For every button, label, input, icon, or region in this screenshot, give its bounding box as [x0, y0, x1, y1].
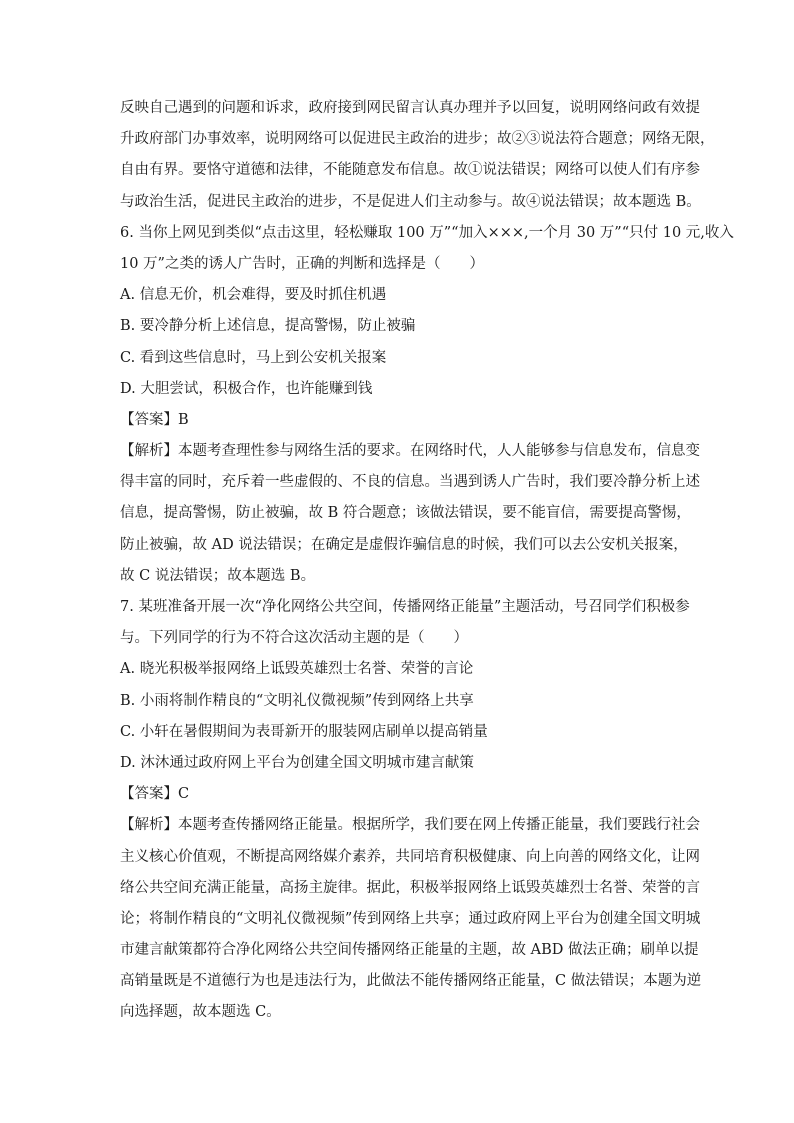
- analysis-line: 防止被骗，故 AD 说法错误；在确定是虚假诈骗信息的时候，我们可以去公安机关报案，: [120, 536, 688, 553]
- option-c: C. 看到这些信息时，马上到公安机关报案: [120, 349, 387, 366]
- option-c: C. 小轩在暑假期间为表哥新开的服装网店刷单以提高销量: [120, 723, 488, 740]
- text-line: 自由有界。要恪守道德和法律，不能随意发布信息。故①说法错误；网络可以使人们有序参: [120, 162, 700, 179]
- question-stem: 6. 当你上网见到类似“点击这里，轻松赚取 100 万”“加入×××,一个月 30 万”“只付 10 元,收入: [120, 224, 734, 241]
- question-stem: 与。下列同学的行为不符合这次活动主题的是（ ）: [120, 630, 468, 647]
- option-a: A. 晓光积极举报网络上诋毁英雄烈士名誉、荣誉的言论: [120, 661, 474, 678]
- analysis-line: 向选择题，故本题选 C。: [120, 1004, 281, 1021]
- analysis-line: 论；将制作精良的“文明礼仪微视频”传到网络上共享；通过政府网上平台为创建全国文明城: [120, 910, 701, 927]
- question-stem: 7. 某班准备开展一次“净化网络公共空间，传播网络正能量”主题活动，号召同学们积极参: [120, 599, 690, 615]
- question-6: [120, 218, 734, 592]
- text-line: 升政府部门办事效率，说明网络可以促进民主政治的进步；故②③说法符合题意；网络无限，: [120, 131, 715, 148]
- document-page: [120, 93, 734, 1029]
- text-line: 与政治生活，促进民主政治的进步，不是促进人们主动参与。故④说法错误；故本题选 B。: [120, 193, 701, 210]
- answer-label: 【答案】B: [120, 411, 189, 428]
- answer-label: 【答案】C: [120, 786, 190, 803]
- analysis-line: 市建言献策都符合净化网络公共空间传播网络正能量的主题，故 ABD 做法正确；刷单以提: [120, 942, 699, 959]
- analysis-line: 信息，提高警惕，防止被骗，故 B 符合题意；该做法错误，要不能盲信，需要提高警惕，: [120, 505, 691, 522]
- option-b: B. 小雨将制作精良的“文明礼仪微视频”传到网络上共享: [120, 692, 474, 709]
- analysis-line: 得丰富的同时，充斥着一些虚假的、不良的信息。当遇到诱人广告时，我们要冷静分析上述: [120, 474, 700, 491]
- option-d: D. 沐沐通过政府网上平台为创建全国文明城市建言献策: [120, 754, 474, 771]
- analysis-line: 【解析】本题考查传播网络正能量。根据所学，我们要在网上传播正能量，我们要践行社会: [120, 817, 700, 834]
- analysis-line: 络公共空间充满正能量，高扬主旋律。据此，积极举报网络上诋毁英雄烈士名誉、荣誉的言: [120, 879, 700, 896]
- question-stem: 10 万”之类的诱人广告时，正确的判断和选择是（ ）: [120, 255, 484, 272]
- option-a: A. 信息无价，机会难得，要及时抓住机遇: [120, 287, 387, 304]
- option-d: D. 大胆尝试，积极合作，也许能赚到钱: [120, 380, 373, 397]
- analysis-line: 故 C 说法错误；故本题选 B。: [120, 567, 316, 584]
- option-b: B. 要冷静分析上述信息，提高警惕，防止被骗: [120, 318, 416, 335]
- intro-paragraph: [120, 93, 715, 218]
- text-line: 反映自己遇到的问题和诉求，政府接到网民留言认真办理并予以回复，说明网络问政有效提: [120, 100, 700, 116]
- analysis-line: 高销量既是不道德行为也是违法行为，此做法不能传播网络正能量，C 做法错误；本题为逆: [120, 973, 702, 990]
- analysis-line: 主义核心价值观，不断提高网络媒介素养，共同培育积极健康、向上向善的网络文化，让网: [120, 848, 700, 865]
- analysis-line: 【解析】本题考查理性参与网络生活的要求。在网络时代，人人能够参与信息发布，信息变: [120, 443, 700, 460]
- question-7: [120, 592, 702, 1029]
